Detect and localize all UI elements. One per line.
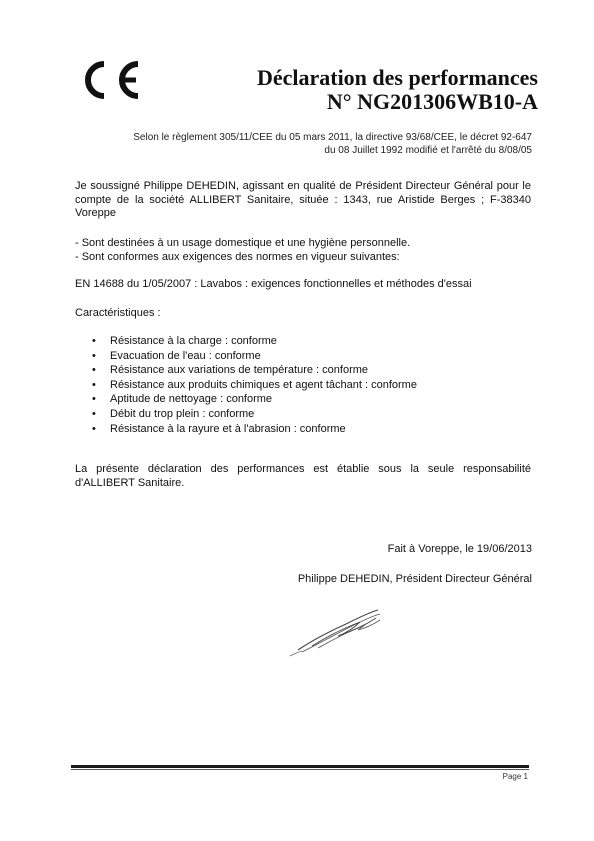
regulation-line-2: du 08 Juillet 1992 modifié et l'arrêté du 8/08/05 — [324, 145, 532, 156]
regulation-reference — [133, 131, 532, 157]
page-number: Page 1 — [502, 772, 528, 781]
handwritten-signature — [288, 606, 384, 658]
footer-rule — [71, 765, 529, 768]
statement-item: - Sont conformes aux exigences des normes en vigueur suivantes: — [75, 250, 400, 263]
list-item: • Résistance aux produits chimiques et agent tâchant : conforme — [92, 378, 417, 393]
list-item: • Aptitude de nettoyage : conforme — [92, 392, 417, 407]
footer-rule-thin — [71, 769, 529, 770]
list-item: • Résistance à la rayure et à l'abrasion : conforme — [92, 422, 417, 437]
closing-paragraph: La présente déclaration des performances est établie sous la seule responsabilité d'ALLIBERT Sanitaire. — [75, 463, 531, 489]
list-item: • Débit du trop plein : conforme — [92, 407, 417, 422]
title-line-1: Déclaration des performances — [256, 65, 538, 90]
intro-paragraph: Je soussigné Philippe DEHEDIN, agissant en qualité de Président Directeur Général pour le compte de la société ALLIBERT Sanitaire, située : 1343, rue Aristide Berges ; F-38340 Voreppe — [75, 180, 531, 220]
ce-mark-icon — [74, 60, 142, 100]
list-item: • Evacuation de l'eau : conforme — [92, 349, 417, 364]
place-date: Fait à Voreppe, le 19/06/2013 — [387, 543, 532, 555]
characteristics-list — [92, 334, 417, 436]
signatory: Philippe DEHEDIN, Président Directeur Général — [297, 573, 532, 585]
norm-reference: EN 14688 du 1/05/2007 : Lavabos : exigences fonctionnelles et méthodes d'essai — [75, 278, 472, 290]
statements — [75, 237, 531, 264]
statement-item: - Sont destinées à un usage domestique et une hygiène personnelle. — [75, 237, 411, 249]
regulation-line-1: Selon le règlement 305/11/CEE du 05 mars 2011, la directive 93/68/CEE, le décret 92-647 — [133, 132, 532, 143]
document-title — [257, 66, 538, 114]
list-item: • Résistance aux variations de température : conforme — [92, 363, 417, 378]
characteristics-heading: Caractéristiques : — [75, 307, 161, 319]
list-item: • Résistance à la charge : conforme — [92, 334, 417, 349]
title-line-2: N° NG201306WB10-A — [326, 89, 538, 114]
